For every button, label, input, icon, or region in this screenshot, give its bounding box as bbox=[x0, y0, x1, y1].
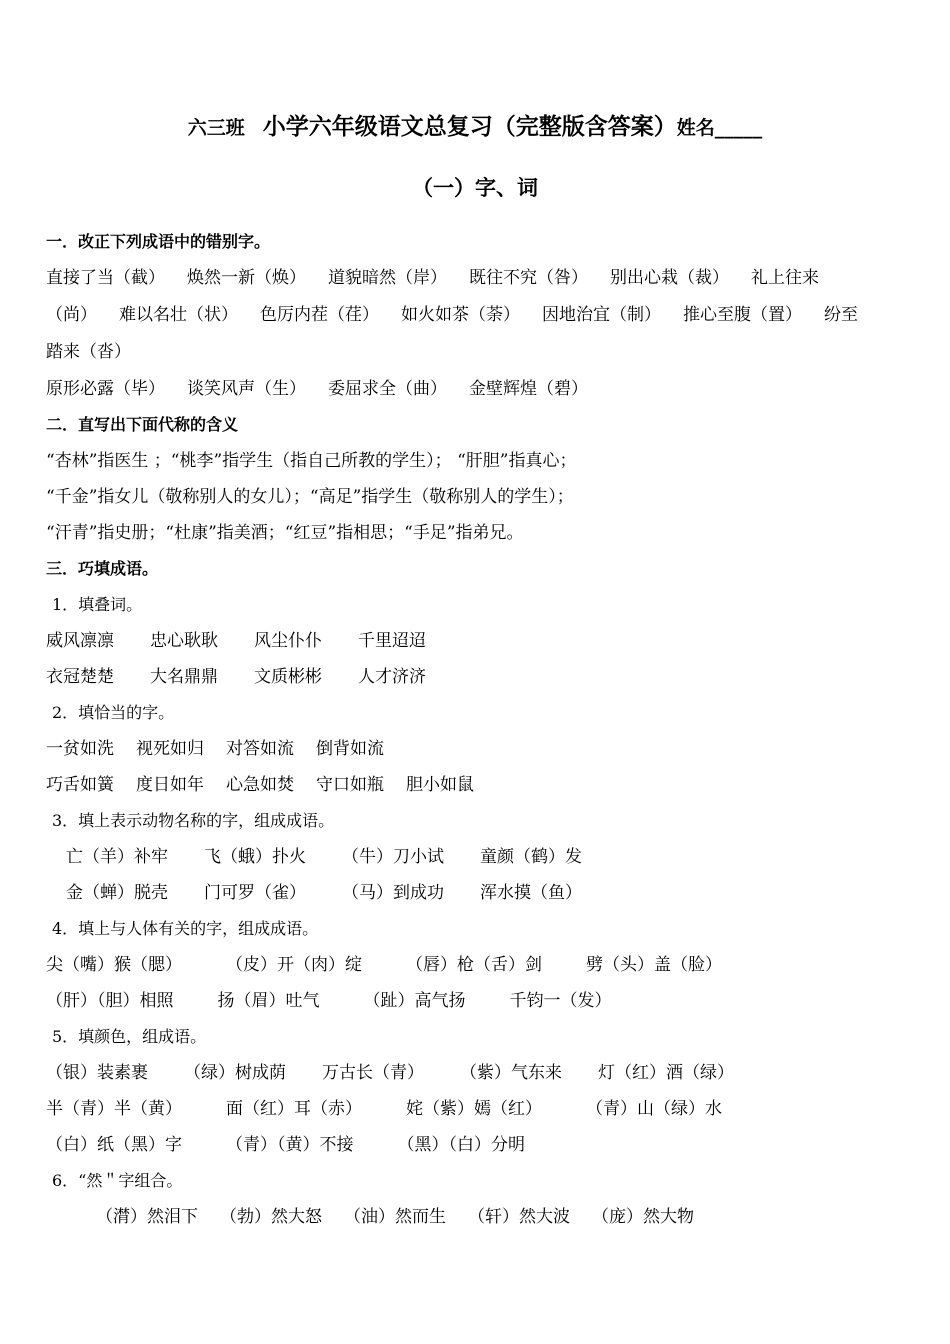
idiom-item: 对答如流 bbox=[226, 739, 294, 759]
idiom-item: 半（青）半（黄） bbox=[46, 1099, 182, 1119]
idiom-item: 忠心耿耿 bbox=[150, 631, 218, 651]
sub5-line3 bbox=[46, 1127, 908, 1163]
idiom-item: 面（红）耳（赤） bbox=[226, 1099, 362, 1119]
idiom-item: （趾）高气扬 bbox=[363, 991, 466, 1011]
idiom-item: （唇）枪（舌）剑 bbox=[406, 955, 542, 975]
sub1-line2 bbox=[46, 659, 908, 695]
part2-heading: 二．直写出下面代称的含义 bbox=[46, 415, 239, 434]
idiom-item: 直接了当（截） bbox=[46, 268, 165, 288]
idiom-item: 谈笑风声（生） bbox=[187, 379, 306, 399]
idiom-item: 色厉内茬（荏） bbox=[260, 305, 379, 325]
idiom-item: （油）然而生 bbox=[344, 1207, 446, 1227]
idiom-item: 门可罗（雀） bbox=[204, 883, 306, 903]
sub2-line1 bbox=[46, 731, 908, 767]
idiom-item: 原形必露（毕） bbox=[46, 379, 165, 399]
sub5-line2 bbox=[46, 1091, 908, 1127]
idiom-item: 视死如归 bbox=[136, 739, 204, 759]
idiom-item: （马）到成功 bbox=[342, 883, 444, 903]
part1-line2 bbox=[46, 297, 908, 334]
idiom-item: 巧舌如簧 bbox=[46, 775, 114, 795]
idiom-item: 人才济济 bbox=[358, 667, 426, 687]
idiom-item: 姹（紫）嫣（红） bbox=[406, 1099, 542, 1119]
sub6-line1 bbox=[46, 1199, 908, 1235]
idiom-item: 千里迢迢 bbox=[358, 631, 426, 651]
idiom-item: 推心至腹（置） bbox=[683, 305, 802, 325]
idiom-item: 守口如瓶 bbox=[316, 775, 384, 795]
idiom-item: 金（蝉）脱壳 bbox=[66, 883, 168, 903]
idiom-item: （青）（黄）不接 bbox=[226, 1135, 354, 1155]
sub3-line1 bbox=[46, 839, 908, 875]
part2-line1: “杏林”指医生 ；“桃李”指学生（指自己所教的学生）； “肝胆”指真心； bbox=[46, 451, 577, 471]
idiom-item: 文质彬彬 bbox=[254, 667, 322, 687]
class-label: 六三班 bbox=[187, 117, 245, 139]
idiom-item: 因地治宜（制） bbox=[542, 305, 661, 325]
idiom-item: （绿）树成荫 bbox=[184, 1063, 286, 1083]
sub5-title: 5．填颜色，组成语。 bbox=[52, 1027, 207, 1046]
idiom-item: 浑水摸（鱼） bbox=[480, 883, 582, 903]
idiom-item: 度日如年 bbox=[136, 775, 204, 795]
idiom-item: （白）纸（黑）字 bbox=[46, 1135, 182, 1155]
idiom-item: （黑）（白）分明 bbox=[397, 1135, 525, 1155]
document-body bbox=[46, 224, 908, 1235]
part2-line2: “千金”指女儿（敬称别人的女儿）；“高足”指学生（敬称别人的学生）； bbox=[46, 487, 574, 507]
idiom-item: 道貌暗然（岸） bbox=[328, 268, 447, 288]
idiom-item: 扬（眉）吐气 bbox=[217, 991, 320, 1011]
sub3-line2 bbox=[46, 875, 908, 911]
idiom-item: 劈（头）盖（脸） bbox=[586, 955, 722, 975]
idiom-item: 礼上往来 bbox=[751, 268, 819, 288]
idiom-item: 飞（蛾）扑火 bbox=[204, 847, 306, 867]
sub5-line1 bbox=[46, 1055, 908, 1091]
part2-line3: “汗青”指史册；“杜康”指美酒；“红豆”指相思；“手足”指弟兄。 bbox=[46, 523, 524, 543]
idiom-item: 万古长（青） bbox=[322, 1063, 424, 1083]
idiom-item: （庞）然大物 bbox=[592, 1207, 694, 1227]
idiom-item: 大名鼎鼎 bbox=[150, 667, 218, 687]
idiom-item: （潸）然泪下 bbox=[96, 1207, 198, 1227]
sub6-title: 6．“然＂字组合。 bbox=[52, 1171, 183, 1190]
part3-heading: 三．巧填成语。 bbox=[46, 559, 159, 578]
part1-line3: 踏来（沓） bbox=[46, 342, 131, 362]
sub3-title: 3．填上表示动物名称的字，组成成语。 bbox=[52, 811, 335, 830]
idiom-item: 别出心栽（裁） bbox=[610, 268, 729, 288]
sub4-line1 bbox=[46, 947, 908, 983]
idiom-item: （尚） bbox=[46, 305, 97, 325]
idiom-item: （银）装素裹 bbox=[46, 1063, 148, 1083]
idiom-item: （紫）气东来 bbox=[460, 1063, 562, 1083]
idiom-item: 童颜（鹤）发 bbox=[480, 847, 582, 867]
part1-line4 bbox=[46, 371, 908, 407]
idiom-item: （青）山（绿）水 bbox=[586, 1099, 722, 1119]
section-title: （一）字、词 bbox=[412, 176, 538, 200]
idiom-item: 委屈求全（曲） bbox=[328, 379, 447, 399]
idiom-item: 亡（羊）补牢 bbox=[66, 847, 168, 867]
sub4-title: 4．填上与人体有关的字，组成成语。 bbox=[52, 919, 319, 938]
idiom-item: 如火如茶（荼） bbox=[401, 305, 520, 325]
idiom-item: 胆小如鼠 bbox=[406, 775, 474, 795]
idiom-item: 金壁辉煌（碧） bbox=[469, 379, 588, 399]
idiom-item: 焕然一新（焕） bbox=[187, 268, 306, 288]
idiom-item: （皮）开（肉）绽 bbox=[226, 955, 362, 975]
idiom-item: 心急如焚 bbox=[226, 775, 294, 795]
part1-heading: 一．改正下列成语中的错别字。 bbox=[46, 232, 271, 251]
part1-line1 bbox=[46, 260, 908, 297]
idiom-item: （肝）（胆）相照 bbox=[46, 991, 174, 1011]
idiom-item: 一贫如洗 bbox=[46, 739, 114, 759]
sub4-line2 bbox=[46, 983, 908, 1019]
idiom-item: 难以名壮（状） bbox=[119, 305, 238, 325]
idiom-item: （牛）刀小试 bbox=[342, 847, 444, 867]
sub1-title: 1．填叠词。 bbox=[52, 595, 143, 614]
idiom-item: 千钧一（发） bbox=[509, 991, 612, 1011]
idiom-item: 威风凛凛 bbox=[46, 631, 114, 651]
document-title bbox=[0, 108, 950, 141]
idiom-item: 风尘仆仆 bbox=[254, 631, 322, 651]
sub1-line1 bbox=[46, 623, 908, 659]
title-text: 小学六年级语文总复习（完整版含答案） bbox=[262, 114, 677, 140]
idiom-item: 倒背如流 bbox=[316, 739, 384, 759]
idiom-item: 纷至 bbox=[824, 305, 858, 325]
idiom-item: 既往不究（咎） bbox=[469, 268, 588, 288]
idiom-item: 尖（嘴）猴（腮） bbox=[46, 955, 182, 975]
idiom-item: 衣冠楚楚 bbox=[46, 667, 114, 687]
sub2-title: 2．填恰当的字。 bbox=[52, 703, 175, 722]
idiom-item: （轩）然大波 bbox=[468, 1207, 570, 1227]
name-field-label: 姓名_____ bbox=[676, 117, 763, 139]
idiom-item: 灯（红）酒（绿） bbox=[598, 1063, 734, 1083]
sub2-line2 bbox=[46, 767, 908, 803]
idiom-item: （勃）然大怒 bbox=[220, 1207, 322, 1227]
